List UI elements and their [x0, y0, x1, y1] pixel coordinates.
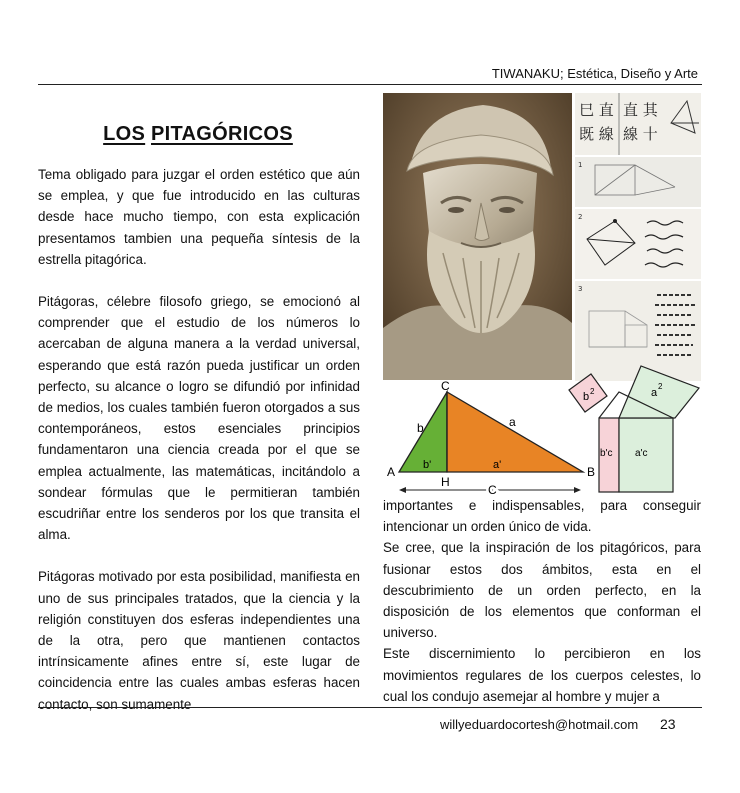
manuscript-page — [575, 157, 701, 207]
segment-label-b-prime: b' — [423, 459, 432, 471]
manuscript-diagram — [575, 157, 701, 207]
footer-rule — [38, 707, 702, 708]
orange-triangle — [447, 392, 583, 472]
svg-text:3: 3 — [578, 285, 583, 293]
left-column — [38, 164, 360, 715]
page-number: 23 — [660, 716, 676, 732]
right-paragraph: Este discernimiento lo percibieron en los movimientos regulares de los cuerpos celestes, lo cual los condujo asemejar al hombre y mujer a — [383, 646, 701, 704]
svg-text:直 其: 直 其 — [623, 101, 658, 119]
left-paragraph: Pitágoras, célebre filosofo griego, se emocionó al comprender que el estudio de los números lo acercaban de alguna manera a la verdad universal, esperando que está razón pueda justificar un orden perfecto, su alcance o logro se difundió por infinidad de medios, los cuales también fueron otorgados a sus contemporáneos, estos esenciales principios fundamentaron una ciencia creada por el que se emplea actualmente, las matemáticas, incitándolo a sondear fórmulas que le permitieran también escudriñar entre los senderos por los que transita el alma. — [38, 294, 360, 543]
manuscript-page — [575, 93, 701, 155]
left-paragraph: Pitágoras motivado por esta posibilidad, manifiesta en uno de sus principales tratados, que la ciencia y la religión constituyen dos esferas independientes una de la otra, pero que mantienen contactos intrínsicamente afines entre sí, este lugar de coincidencia entre las cuales ambas esferas hacen contacto, son sumamente — [38, 569, 360, 712]
manuscript-page — [575, 209, 701, 279]
pythagorean-triangle-figure — [383, 362, 703, 497]
label-a2-exponent: 2 — [658, 382, 663, 391]
manuscript-collage — [575, 93, 701, 383]
svg-text:線 十: 線 十 — [623, 125, 658, 143]
label-a2: a — [651, 387, 658, 399]
right-paragraph: Se cree, que la inspiración de los pitagóricos, para fusionar estos dos ámbitos, esta en el descubrimiento de un orden perfecto, en la disposición de los elementos que conforman el universo. — [383, 540, 701, 641]
label-b2: b — [583, 391, 590, 403]
label-ac: a'c — [635, 448, 648, 459]
pythagoras-bust-photo — [383, 93, 572, 380]
side-label-a: a — [509, 415, 516, 429]
bust-illustration — [383, 93, 572, 380]
label-b2-exponent: 2 — [590, 387, 595, 396]
svg-text:2: 2 — [578, 213, 583, 221]
title-word-los: LOS — [103, 123, 146, 145]
right-column — [383, 495, 701, 707]
base-label-c: C — [488, 483, 497, 497]
segment-label-a-prime: a' — [493, 459, 502, 471]
running-header: TIWANAKU; Estética, Diseño y Arte — [491, 66, 698, 81]
manuscript-arabic — [575, 209, 701, 279]
svg-text:既 線: 既 線 — [579, 125, 614, 143]
vertex-label-c: C — [441, 379, 450, 393]
svg-text:1: 1 — [578, 161, 583, 169]
pythagorean-diagram — [383, 362, 703, 497]
left-paragraph: Tema obligado para juzgar el orden estético que aún se emplea, y que fue introducido en las culturas desde hace mucho tiempo, con esta explicación presentamos tambien una pequeña síntesis de la estrella pitagórica. — [38, 167, 360, 267]
author-email: willyeduardocortesh@hotmail.com — [440, 717, 639, 732]
right-paragraph: importantes e indispensables, para conseguir intencionar un orden único de vida. — [383, 498, 701, 535]
side-label-b: b — [417, 421, 424, 435]
vertex-label-a: A — [387, 465, 396, 479]
label-bc: b'c — [600, 448, 613, 459]
title-word-pitagoricos: PITAGÓRICOS — [151, 123, 293, 145]
svg-text:巳 直: 巳 直 — [579, 101, 614, 119]
vertex-label-b: B — [587, 465, 596, 479]
manuscript-calligraphy — [575, 93, 701, 155]
foot-label-h: H — [441, 475, 450, 489]
article-title — [40, 123, 356, 146]
header-rule — [38, 84, 702, 85]
square-a-squared — [619, 366, 699, 418]
